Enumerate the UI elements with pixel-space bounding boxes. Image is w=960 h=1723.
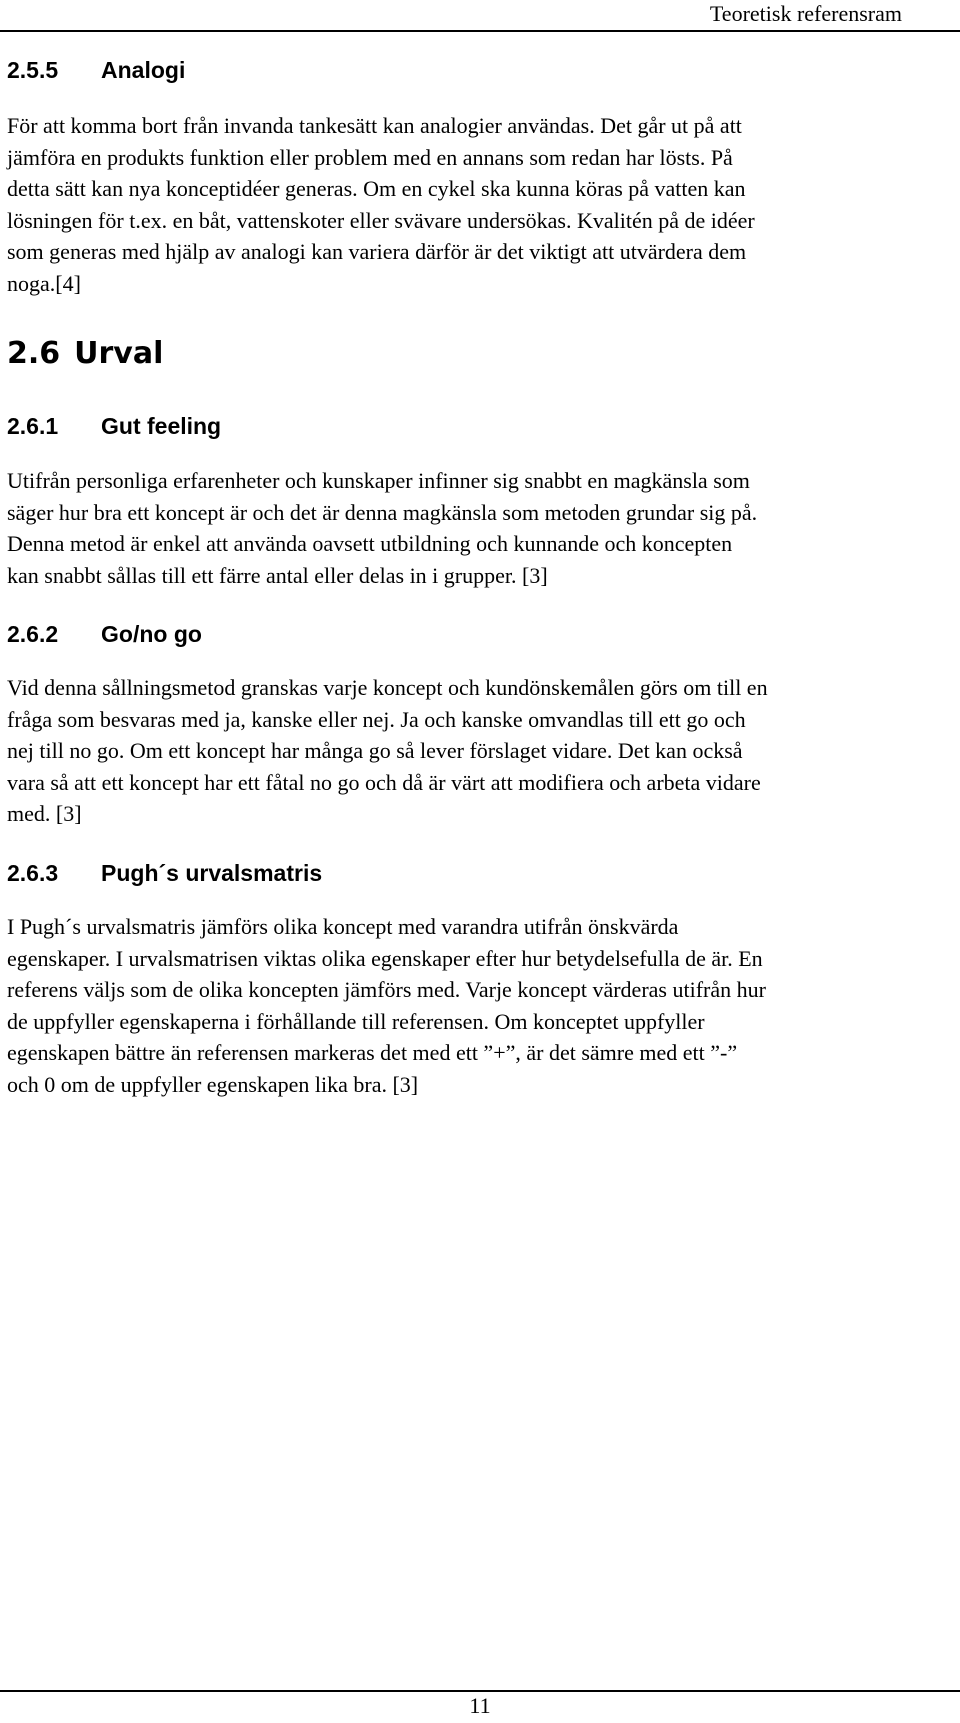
section-number: 2.6.1 [7, 413, 59, 439]
text-line: nej till no go. Om ett koncept har många go så lever förslaget vidare. Det kan också [7, 738, 743, 763]
paragraph-analogi [7, 110, 959, 299]
section-number: 2.6.2 [7, 621, 59, 647]
section-heading-go-no-go [7, 620, 202, 648]
section-heading-gut-feeling [7, 412, 221, 440]
text-line: kan snabbt sållas till ett färre antal eller delas in i grupper. [3] [7, 562, 548, 588]
paragraph-gut-feeling [7, 465, 959, 591]
text-line: Vid denna sållningsmetod granskas varje koncept och kundönskemålen görs om till en [7, 675, 768, 700]
paragraph-go-no-go [7, 672, 959, 830]
text-line: referens väljs som de olika koncepten jämförs med. Varje koncept värderas utifrån hur [7, 977, 766, 1002]
text-line: och 0 om de uppfyller egenskapen lika bra. [3] [7, 1071, 419, 1097]
header-rule [0, 30, 960, 32]
text-line: fråga som besvaras med ja, kanske eller nej. Ja och kanske omvandlas till ett go och [7, 706, 746, 732]
text-line: vara så att ett koncept har ett fåtal no go och då är värt att modifiera och arbeta vidare [7, 769, 761, 795]
section-number: 2.6.3 [7, 860, 59, 886]
section-heading-pugh [7, 859, 322, 887]
text-line: Denna metod är enkel att använda oavsett utbildning och kunnande och koncepten [7, 531, 733, 556]
text-line: säger hur bra ett koncept är och det är denna magkänsla som metoden grundar sig på. [7, 499, 758, 525]
section-title: Analogi [101, 57, 186, 83]
section-title: Urval [74, 336, 164, 371]
text-line: egenskapen bättre än referensen markeras det med ett ”+”, är det sämre med ett ”-” [7, 1040, 738, 1065]
page-number: 11 [469, 1693, 491, 1718]
text-line: I Pugh´s urvalsmatris jämförs olika koncept med varandra utifrån önskvärda [7, 914, 679, 939]
text-line: noga.[4] [7, 270, 81, 296]
section-heading-analogi [7, 56, 185, 84]
section-title: Go/no go [101, 621, 202, 647]
text-line: lösningen för t.ex. en båt, vattenskoter eller svävare undersökas. Kvalitén på de idéer [7, 207, 755, 233]
section-number: 2.6 [7, 336, 61, 371]
text-line: Utifrån personliga erfarenheter och kunskaper infinner sig snabbt en magkänsla som [7, 468, 750, 493]
text-line: som generas med hjälp av analogi kan variera därför är det viktigt att utvärdera dem [7, 239, 747, 264]
text-line: egenskaper. I urvalsmatrisen viktas olika egenskaper efter hur betydelsefulla de är. En [7, 945, 763, 971]
text-line: För att komma bort från invanda tankesätt kan analogier användas. Det går ut på att [7, 113, 742, 138]
text-line: de uppfyller egenskaperna i förhållande till referensen. Om konceptet uppfyller [7, 1008, 705, 1034]
text-line: med. [3] [7, 801, 82, 826]
running-header: Teoretisk referensram [709, 1, 902, 26]
section-number: 2.5.5 [7, 57, 59, 83]
section-title: Gut feeling [101, 413, 222, 439]
section-title: Pugh´s urvalsmatris [101, 860, 323, 886]
text-line: detta sätt kan nya konceptidéer generas. Om en cykel ska kunna köras på vatten kan [7, 176, 746, 201]
paragraph-pugh [7, 911, 959, 1100]
chapter-heading-urval [7, 336, 163, 372]
text-line: jämföra en produkts funktion eller problem med en annans som redan har lösts. På [7, 144, 733, 170]
